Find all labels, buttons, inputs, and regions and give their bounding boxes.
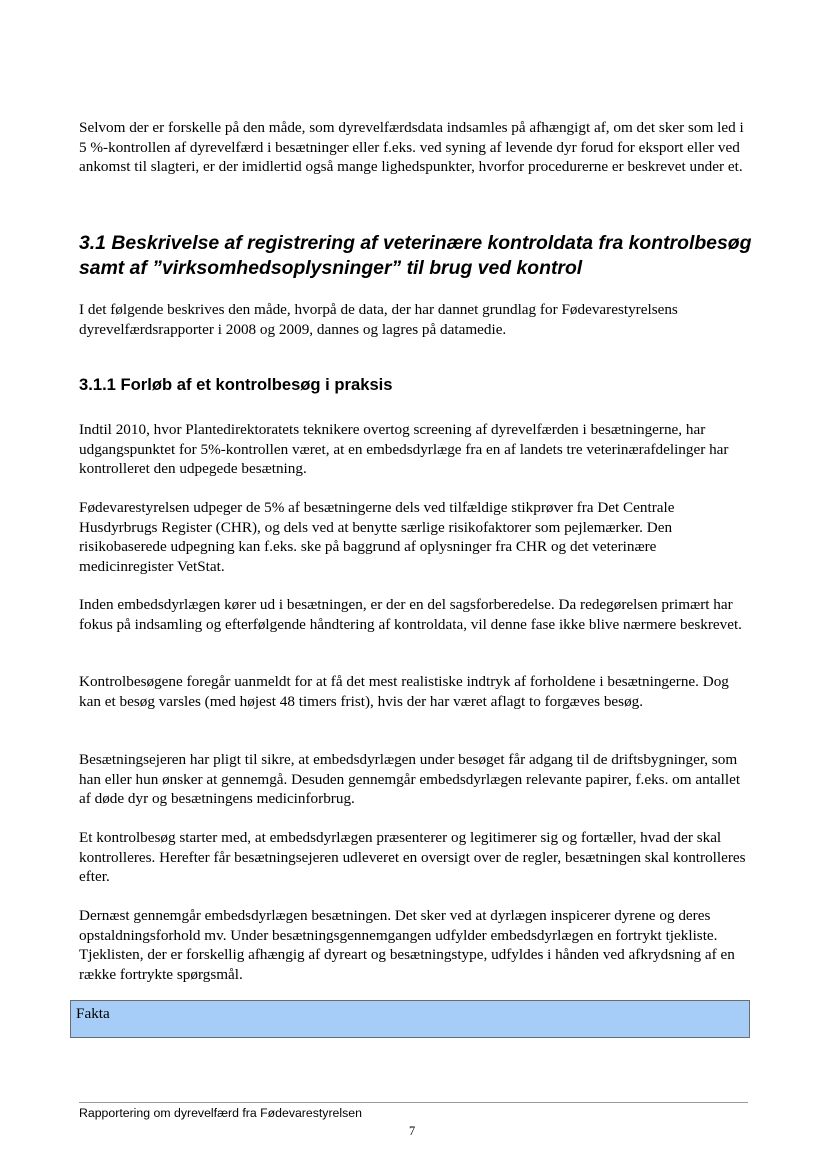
body-paragraph: Dernæst gennemgår embedsdyrlægen besætningen. Det sker ved at dyrlægen inspicerer dyrene og deres opstaldningsforhold mv. Under besætningsgennemgangen udfylder embedsdyrlægen en fortrykt tjekliste. Tjeklisten, der er forskellig afhængig af dyreart og besætningstype, udfyldes i hånden ved afkrydsning af en række fortrykte spørgsmål. bbox=[79, 907, 735, 983]
body-paragraph: Et kontrolbesøg starter med, at embedsdyrlægen præsenterer og legitimerer sig og fortæller, hvad der skal kontrolleres. Herefter får besætningsejeren udleveret en oversigt over de regler, besætningen skal kontrolleres efter. bbox=[79, 829, 746, 886]
body-paragraph: Fødevarestyrelsen udpeger de 5% af besætningerne dels ved tilfældige stikprøver fra Det Centrale Husdyrbrugs Register (CHR), og dels ved at benytte særlige risikofaktorer som pejlemærker. Den risikobaserede udpegning kan f.eks. ske på baggrund af oplysninger fra CHR og det veterinære medicinregister VetStat. bbox=[79, 499, 675, 575]
section-heading: 3.1 Beskrivelse af registrering af veterinære kontroldata fra kontrolbesøg samt af ”virksomhedsoplysninger” til brug ved kontrol bbox=[79, 232, 752, 279]
section-intro-paragraph: I det følgende beskrives den måde, hvorpå de data, der har dannet grundlag for Fødevarestyrelsens dyrevelfærdsrapporter i 2008 og 2009, dannes og lagres på datamedie. bbox=[79, 301, 678, 338]
intro-paragraph: Selvom der er forskelle på den måde, som dyrevelfærdsdata indsamles på afhængigt af, om det sker som led i 5 %-kontrollen af dyrevelfærd i besætninger eller f.eks. ved syning af levende dyr forud for eksport eller ved ankomst til slagteri, er der imidlertid også mange lighedspunkter, hvorfor procedurerne er beskrevet under et. bbox=[79, 119, 744, 176]
subsection-heading: 3.1.1 Forløb af et kontrolbesøg i praksis bbox=[79, 375, 393, 394]
footer-divider bbox=[79, 1102, 748, 1103]
footer-text: Rapportering om dyrevelfærd fra Fødevarestyrelsen bbox=[79, 1106, 362, 1120]
fakta-label: Fakta bbox=[76, 1005, 110, 1022]
page-number: 7 bbox=[409, 1124, 416, 1138]
body-paragraph: Besætningsejeren har pligt til sikre, at embedsdyrlægen under besøget får adgang til de driftsbygninger, som han eller hun ønsker at gennemgå. Desuden gennemgår embedsdyrlægen relevante papirer, f.eks. om antallet af døde dyr og besætningens medicinforbrug. bbox=[79, 751, 741, 808]
body-paragraph: Indtil 2010, hvor Plantedirektoratets teknikere overtog screening af dyrevelfærden i besætningerne, har udgangspunktet for 5%-kontrollen været, at en embedsdyrlæge fra en af landets tre veterinærafdelinger har kontrolleret den udpegede besætning. bbox=[79, 421, 729, 478]
body-paragraph: Kontrolbesøgene foregår uanmeldt for at få det mest realistiske indtryk af forholdene i besætningerne. Dog kan et besøg varsles (med højest 48 timers frist), hvis der har været aflagt to forgæves besøg. bbox=[79, 673, 729, 710]
body-paragraph: Inden embedsdyrlægen kører ud i besætningen, er der en del sagsforberedelse. Da redegørelsen primært har fokus på indsamling og efterfølgende håndtering af kontroldata, vil denne fase ikke blive nærmere beskrevet. bbox=[79, 596, 742, 633]
fakta-box bbox=[70, 1000, 750, 1038]
